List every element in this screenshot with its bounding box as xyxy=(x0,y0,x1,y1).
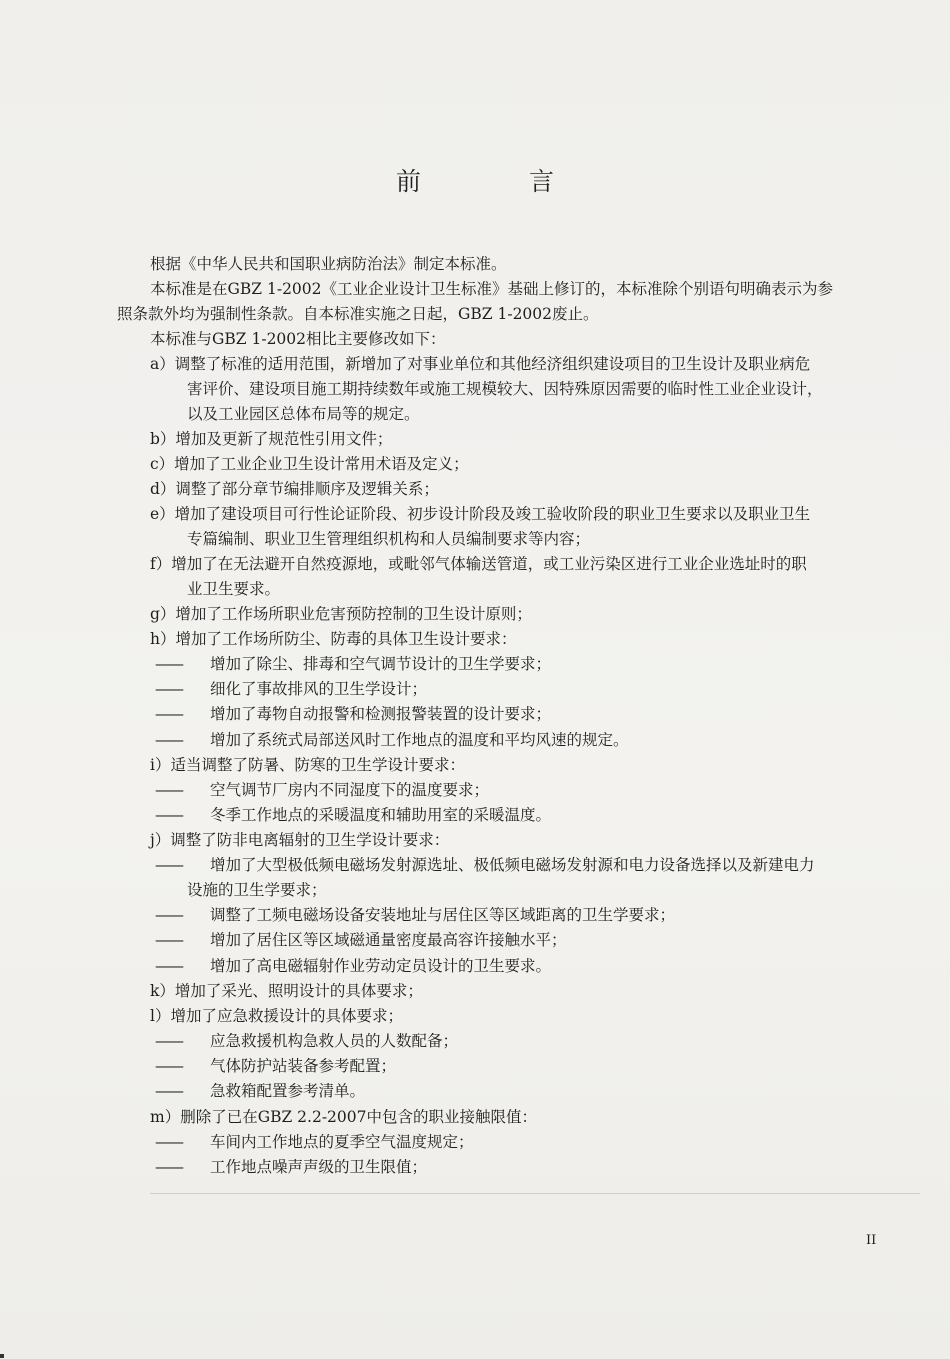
list-dash: —— xyxy=(155,906,182,924)
list-dash: —— xyxy=(155,1082,182,1100)
text-line: 冬季工作地点的采暖温度和辅助用室的采暖温度。 xyxy=(210,806,552,824)
text-line: d）调整了部分章节编排顺序及逻辑关系； xyxy=(150,480,439,498)
text-line: 专篇编制、职业卫生管理组织机构和人员编制要求等内容； xyxy=(187,530,591,548)
text-line: 害评价、建设项目施工期持续数年或施工规模较大、因特殊原因需要的临时性工业企业设计， xyxy=(187,380,823,398)
text-line: m）删除了已在GBZ 2.2-2007中包含的职业接触限值： xyxy=(150,1108,538,1126)
text-line: 增加了高电磁辐射作业劳动定员设计的卫生要求。 xyxy=(210,957,552,975)
page-number: II xyxy=(866,1233,877,1248)
text-line: g）增加了工作场所职业危害预防控制的卫生设计原则； xyxy=(150,605,532,623)
text-line: 应急救援机构急救人员的人数配备； xyxy=(210,1032,459,1050)
text-line: b）增加及更新了规范性引用文件； xyxy=(150,430,393,448)
text-line: 调整了工频电磁场设备安装地址与居住区等区域距离的卫生学要求； xyxy=(210,906,676,924)
list-dash: —— xyxy=(155,680,182,698)
text-line: j）调整了防非电离辐射的卫生学设计要求： xyxy=(150,831,450,849)
text-line: 增加了居住区等区域磁通量密度最高容许接触水平； xyxy=(210,931,567,949)
text-line: 增加了除尘、排毒和空气调节设计的卫生学要求； xyxy=(210,655,552,673)
text-line: k）增加了采光、照明设计的具体要求； xyxy=(150,982,423,1000)
text-line: 工作地点噪声声级的卫生限值； xyxy=(210,1158,428,1176)
text-line: 急救箱配置参考清单。 xyxy=(210,1082,366,1100)
text-line: 业卫生要求。 xyxy=(187,580,281,598)
list-dash: —— xyxy=(155,1057,182,1075)
text-line: 气体防护站装备参考配置； xyxy=(210,1057,397,1075)
page-title: 前 言 xyxy=(396,167,604,196)
footer-rule xyxy=(150,1193,920,1194)
text-line: 根据《中华人民共和国职业病防治法》制定本标准。 xyxy=(150,255,507,273)
list-dash: —— xyxy=(155,655,182,673)
text-line: 以及工业园区总体布局等的规定。 xyxy=(187,405,420,423)
list-dash: —— xyxy=(155,731,182,749)
list-dash: —— xyxy=(155,1158,182,1176)
list-dash: —— xyxy=(155,931,182,949)
text-line: 本标准是在GBZ 1-2002《工业企业设计卫生标准》基础上修订的，本标准除个别语句明确表示为参 xyxy=(150,280,834,298)
text-line: h）增加了工作场所防尘、防毒的具体卫生设计要求： xyxy=(150,630,517,648)
text-line: 增加了系统式局部送风时工作地点的温度和平均风速的规定。 xyxy=(210,731,629,749)
text-line: e）增加了建设项目可行性论证阶段、初步设计阶段及竣工验收阶段的职业卫生要求以及职业卫生 xyxy=(150,505,811,523)
list-dash: —— xyxy=(155,856,182,874)
text-line: f）增加了在无法避开自然疫源地，或毗邻气体输送管道，或工业污染区进行工业企业选址时的职 xyxy=(150,555,807,573)
text-line: c）增加了工业企业卫生设计常用术语及定义； xyxy=(150,455,469,473)
text-line: 细化了事故排风的卫生学设计； xyxy=(210,680,428,698)
text-line: 照条款外均为强制性条款。自本标准实施之日起，GBZ 1-2002废止。 xyxy=(117,305,599,323)
text-line: 增加了大型极低频电磁场发射源选址、极低频电磁场发射源和电力设备选择以及新建电力 xyxy=(210,856,815,874)
list-dash: —— xyxy=(155,781,182,799)
scan-edge-mark xyxy=(0,1354,4,1358)
text-line: l）增加了应急救援设计的具体要求； xyxy=(150,1007,403,1025)
text-line: 设施的卫生学要求； xyxy=(187,881,327,899)
text-line: 车间内工作地点的夏季空气温度规定； xyxy=(210,1133,474,1151)
text-line: i）适当调整了防暑、防寒的卫生学设计要求： xyxy=(150,756,465,774)
text-line: 本标准与GBZ 1-2002相比主要修改如下： xyxy=(150,330,446,348)
list-dash: —— xyxy=(155,957,182,975)
list-dash: —— xyxy=(155,1133,182,1151)
text-line: 空气调节厂房内不同湿度下的温度要求； xyxy=(210,781,490,799)
list-dash: —— xyxy=(155,806,182,824)
text-line: 增加了毒物自动报警和检测报警装置的设计要求； xyxy=(210,705,552,723)
list-dash: —— xyxy=(155,1032,182,1050)
text-line: a）调整了标准的适用范围，新增加了对事业单位和其他经济组织建设项目的卫生设计及职业病危 xyxy=(150,355,811,373)
list-dash: —— xyxy=(155,705,182,723)
